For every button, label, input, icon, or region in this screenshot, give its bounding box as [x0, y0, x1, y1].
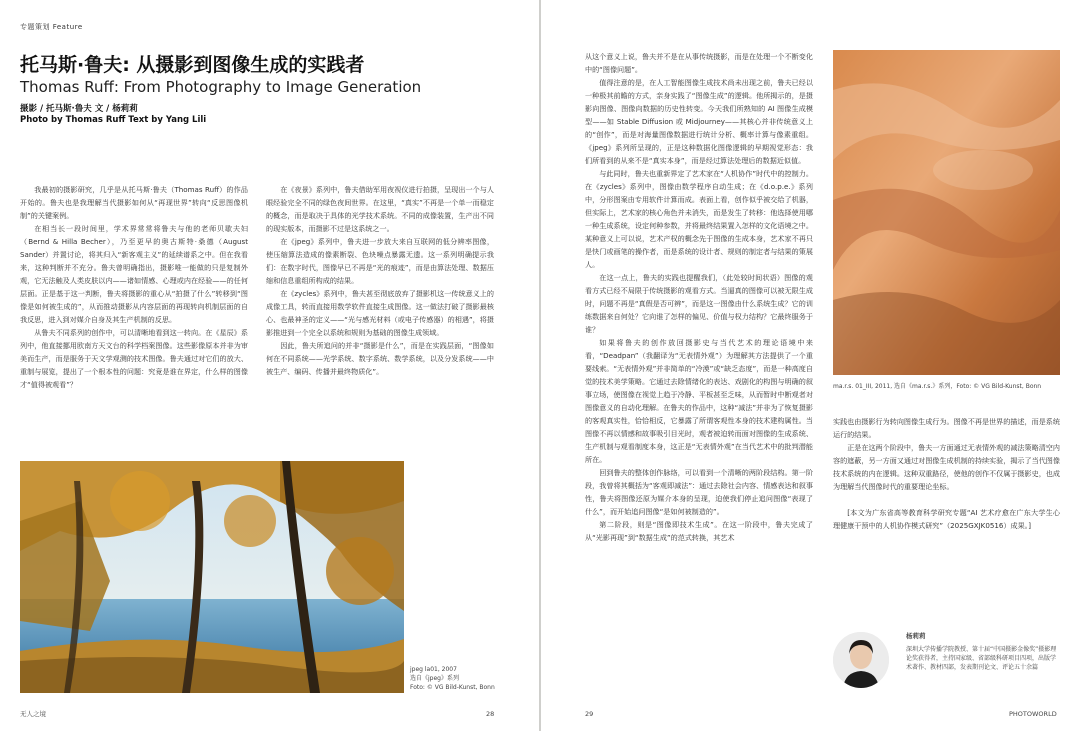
paragraph: 第二阶段，则是“图像即技术生成”。在这一阶段中，鲁夫完成了从“光影再现”到“数据生成”的范式转换，其艺术	[585, 520, 813, 542]
author-portrait-icon	[833, 632, 889, 688]
paragraph: 实践也由摄影行为转向图像生成行为。图像不再是世界的描述，而是系统运行的结果。	[833, 417, 1060, 439]
byline-en: Photo by Thomas Ruff Text by Yang Lili	[20, 115, 207, 125]
left-column-2	[266, 183, 494, 378]
byline-cn: 摄影 / 托马斯·鲁夫 文 / 杨莉莉	[20, 104, 138, 114]
page-number-right: 29	[585, 710, 594, 718]
left-column-1	[20, 183, 248, 391]
paragraph: 在相当长一段时间里，学术界常常将鲁夫与他的老师贝歇夫妇（Bernd & Hilla Becher），乃至更早的奥古斯特·桑德（August Sander）并置讨论，将其归入“新客观主义”的延续谱系之中。但在我看来，这种判断并不充分。鲁夫曾明确指出，摄影唯一能做的只是复制外观，它无法触及人类皮肤以内——诸如情感、心理或内在经验——的任何层面。正是基于这一判断，鲁夫将摄影的重心从“拍摄了什么”转移到“图像是如何被生成的”，从而推动摄影从内容层面的再现转向机制层面的自我反思，进入到对媒介自身及其生产机制的反思。	[20, 224, 248, 324]
paragraph: 在《zycles》系列中，鲁夫甚至彻底放弃了摄影机这一传统意义上的成像工具，转而直接用数学软件直接生成图像。这一做法打破了摄影最核心、也最神圣的定义——“光与感光材料（或电子传感器）的相遇”，将摄影推进到一个完全以系统和规则为基础的图像生成领域。	[266, 289, 494, 337]
paragraph: 值得注意的是，在人工智能图像生成技术尚未出现之前，鲁夫已经以一种极其前瞻的方式，亲身实践了“图像生成”的逻辑。他所揭示的，是摄影向图像、图像向数据的历史性转变。今天我们所熟知的 AI 图像生成模型——如 Stable Diffusion 或 Midjourney——其核心并非传统意义上的“创作”，而是对海量图像数据进行统计分析、概率计算与像素重组。《jpeg》系列所呈现的，正是这种数据化图像逻辑的早期视觉形态：我们所看到的从来不是“真实本身”，而是经过算法处理后的数据近似值。	[585, 78, 813, 165]
mars-surface-image	[833, 50, 1060, 375]
right-photo-caption: ma.r.s. 01_III, 2011, 选自《ma.r.s.》系列，Foto: © VG Bild-Kunst, Bonn	[833, 383, 1042, 390]
paragraph: 回到鲁夫的整体创作脉络，可以看到一个清晰的两阶段结构。第一阶段，我曾将其概括为“客观即减法”：通过去除社会内容、情感表达和叙事性，鲁夫将图像还原为媒介本身的呈现，迫使我们停止追问图像“表现了什么”，而开始追问图像“是如何被制造的”。	[585, 468, 813, 516]
right-column-1	[585, 50, 813, 544]
author-name: 杨莉莉	[906, 632, 926, 640]
folio-name-right: PHOTOWORLD	[1009, 710, 1057, 718]
paragraph: 正是在这两个阶段中，鲁夫一方面通过无表情外观的减法策略清空内容的遮蔽，另一方面又通过对图像生成机制的持续实验，揭示了当代图像技术系统的内在逻辑。这种双重路径，使他的创作不仅属于摄影史，也成为理解当代图像时代的重要理论坐标。	[833, 443, 1060, 491]
jpeg-landscape-photo	[20, 461, 404, 693]
left-photo-caption	[410, 665, 530, 692]
article-title-cn: 托马斯·鲁夫: 从摄影到图像生成的实践者	[20, 54, 365, 76]
caption-line: 选自《jpeg》系列	[410, 675, 459, 682]
paragraph: 与此同时，鲁夫也重新界定了艺术家在“人机协作”时代中的控制力。在《zycles》系列中，图像由数学程序自动生成；在《d.o.p.e.》系列中，分形图案由专用软件计算而成。表面上看，创作似乎被交给了机器，但实际上，艺术家的核心角色并未消失，而是发生了转移：他选择使用哪一种生成系统，设定何种参数，并将最终结果置入怎样的文化语境之中。某种意义上可以说，艺术产权的概念先于图像的生成本身，艺术家不再只是快门或画笔的操作者，而是系统的设计者、规则的制定者与结果的策展人。	[585, 169, 813, 269]
section-label: 专题策划 Feature	[20, 23, 83, 31]
right-page	[541, 0, 1080, 731]
paragraph: 我最初的摄影研究，几乎是从托马斯·鲁夫（Thomas Ruff）的作品开始的。鲁夫也是我理解当代摄影如何从“再现世界”转向“反思图像机制”的关键案例。	[20, 185, 248, 220]
paragraph: 在这一点上，鲁夫的实践也提醒我们，（此处较时间状语）图像的观看方式已经不局限于传统摄影的观看方式。当逼真的图像可以被无限生成时，问题不再是“真假是否可辨”，而是这一图像由什么系统生成？它的训练数据来自何处？它向谁了怎样的偏见、价值与权力结构？它最终服务于谁？	[585, 273, 813, 334]
portrait-svg	[833, 632, 889, 688]
paragraph: 从鲁夫不同系列的创作中，可以清晰地看到这一转向。在《星辰》系列中，他直接挪用欧南方天文台的科学档案图像。这些影像原本并非为审美而生产，而是服务于天文学观测的技术图像。鲁夫通过对它们的放大、重制与展览，提出了一个根本性的问题：究竟是谁在界定，什么样的图像才“值得被观看”？	[20, 328, 248, 389]
paragraph: 因此，鲁夫所追问的并非“摄影是什么”，而是在实践层面，“图像如何在不同系统——光学系统、数字系统、数学系统，以及分发系统——中被生产、编码、传播并最终物质化”。	[266, 341, 494, 376]
left-page	[0, 0, 539, 731]
article-title-en: Thomas Ruff: From Photography to Image Generation	[20, 78, 422, 96]
folio-name-left: 无人之境	[20, 710, 46, 718]
caption-line: Foto: © VG Bild-Kunst, Bonn	[410, 684, 495, 691]
mars-photo	[833, 50, 1060, 375]
paragraph: 从这个意义上说，鲁夫并不是在从事传统摄影，而是在处理一个不断变化中的“图像问题”。	[585, 52, 813, 74]
landscape-image	[20, 461, 404, 693]
paragraph: [本文为广东省高等教育科学研究专题“AI 艺术疗愈在广东大学生心理健康干预中的人机协作模式研究”（2025GXJK0516）成果。]	[833, 508, 1060, 530]
author-bio: 深圳大学传播学院教授、第十届“中国摄影金像奖”摄影理论奖获得者，主持国家级、省部级科研项目四项，出版学术著作、教材四部，发表期刊论文、评论五十余篇	[906, 646, 1057, 671]
paragraph: 在《夜景》系列中，鲁夫借助军用夜视仪进行拍摄，呈现出一个与人眼经验完全不同的绿色夜间世界。在这里，“真实”不再是一个单一而稳定的概念，而是取决于具体的光学技术系统。不同的成像装置，生产出不同的现实版本，而摄影不过是这系统之一。	[266, 185, 494, 233]
paragraph: 在《jpeg》系列中，鲁夫进一步放大来自互联网的低分辨率图像，使压缩算法造成的像素断裂、色块噪点暴露无遗。这一系列明确提示我们：在数字时代，图像早已不再是“光的痕迹”，而是由算法处理、数据压缩和信息重组所构成的结果。	[266, 237, 494, 285]
caption-line: jpeg la01, 2007	[410, 666, 457, 673]
page-number-left: 28	[486, 710, 495, 718]
right-column-2	[833, 415, 1060, 532]
paragraph: 如果将鲁夫的创作放回摄影史与当代艺术的理论语境中来看，“Deadpan”（我翻译为“无表情外观”）为理解其方法提供了一个重要线索。“无表情外观”并非简单的“冷漠”或“缺乏态度”，而是一种高度自觉的技术美学策略。它通过去除情绪化的表达、戏剧化的构图与明确的叙事立场，使图像在视觉上趋于冷静、平板甚至乏味，从而暂时中断观者对图像意义的自动化理解。在鲁夫的作品中，这种“减法”并非为了恢复摄影的客观真实性，恰恰相反，它暴露了所谓客观性本身的技术建构属性。当图像不再以情感和故事吸引目光时，观者被迫转而面对图像的生成系统、生产机制与观看制度本身，这正是“无表情外观”在当代艺术中的批判潜能所在。	[585, 338, 813, 464]
